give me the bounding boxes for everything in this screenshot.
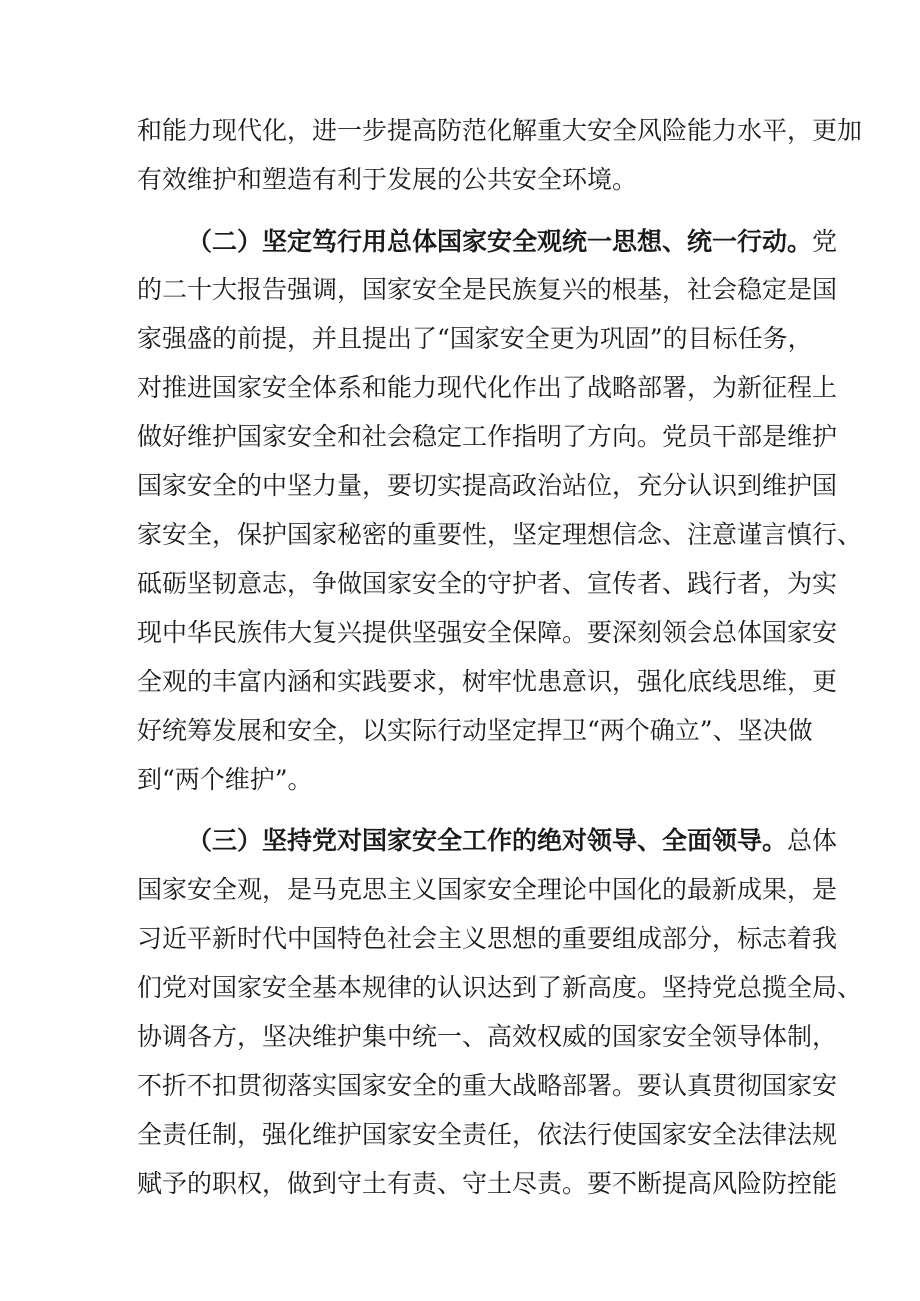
paragraph-1-line-1: 和能力现代化，进一步提高防范化解重大安全风险能力水平，更加 <box>137 116 863 145</box>
paragraph-3-line-2: 国家安全观，是马克思主义国家安全理论中国化的最新成果，是 <box>137 875 838 904</box>
paragraph-3-heading-tail: 总体 <box>787 826 838 855</box>
paragraph-2-heading-tail: 党 <box>812 227 838 256</box>
paragraph-3-line-7: 全责任制，强化维护国家安全责任，依法行使国家安全法律法规 <box>137 1120 838 1149</box>
paragraph-2-line-10: 全观的丰富内涵和实践要求，树牢忧患意识，强化底线思维，更 <box>137 667 838 696</box>
paragraph-1-line-2: 有效维护和塑造有利于发展的公共安全环境。 <box>137 165 638 194</box>
paragraph-2-line-7: 家安全，保护国家秘密的重要性，坚定理想信念、注意谨言慎行、 <box>137 520 863 549</box>
paragraph-3-line-6: 不折不扣贯彻落实国家安全的重大战略部署。要认真贯彻国家安 <box>137 1071 838 1100</box>
paragraph-3-line-1 <box>187 821 838 861</box>
paragraph-3-line-4: 们党对国家安全基本规律的认识达到了新高度。坚持党总揽全局、 <box>137 973 863 1002</box>
paragraph-3-line-3: 习近平新时代中国特色社会主义思想的重要组成部分，标志着我 <box>137 924 838 953</box>
paragraph-2-line-5: 做好维护国家安全和社会稳定工作指明了方向。党员干部是维护 <box>137 422 838 451</box>
paragraph-2-line-12: 到“两个维护”。 <box>137 765 313 794</box>
paragraph-2-line-11: 好统筹发展和安全，以实际行动坚定捍卫“两个确立”、坚决做 <box>137 716 813 745</box>
paragraph-3-heading: （三）坚持党对国家安全工作的绝对领导、全面领导。 <box>187 826 788 855</box>
paragraph-2-line-1 <box>187 222 838 262</box>
paragraph-2-heading: （二）坚定笃行用总体国家安全观统一思想、统一行动。 <box>187 227 813 256</box>
paragraph-3-line-5: 协调各方，坚决维护集中统一、高效权威的国家安全领导体制， <box>137 1022 838 1051</box>
paragraph-2-line-4: 对推进国家安全体系和能力现代化作出了战略部署，为新征程上 <box>137 373 838 402</box>
paragraph-2-line-3: 家强盛的前提，并且提出了“国家安全更为巩固”的目标任务， <box>137 324 813 353</box>
paragraph-2-line-9: 现中华民族伟大复兴提供坚强安全保障。要深刻领会总体国家安 <box>137 618 838 647</box>
paragraph-2-line-2: 的二十大报告强调，国家安全是民族复兴的根基，社会稳定是国 <box>137 275 838 304</box>
paragraph-2-line-6: 国家安全的中坚力量，要切实提高政治站位，充分认识到维护国 <box>137 471 838 500</box>
paragraph-3-line-8: 赋予的职权，做到守土有责、守土尽责。要不断提高风险防控能 <box>137 1169 838 1198</box>
paragraph-2-line-8: 砥砺坚韧意志，争做国家安全的守护者、宣传者、践行者，为实 <box>137 569 838 598</box>
